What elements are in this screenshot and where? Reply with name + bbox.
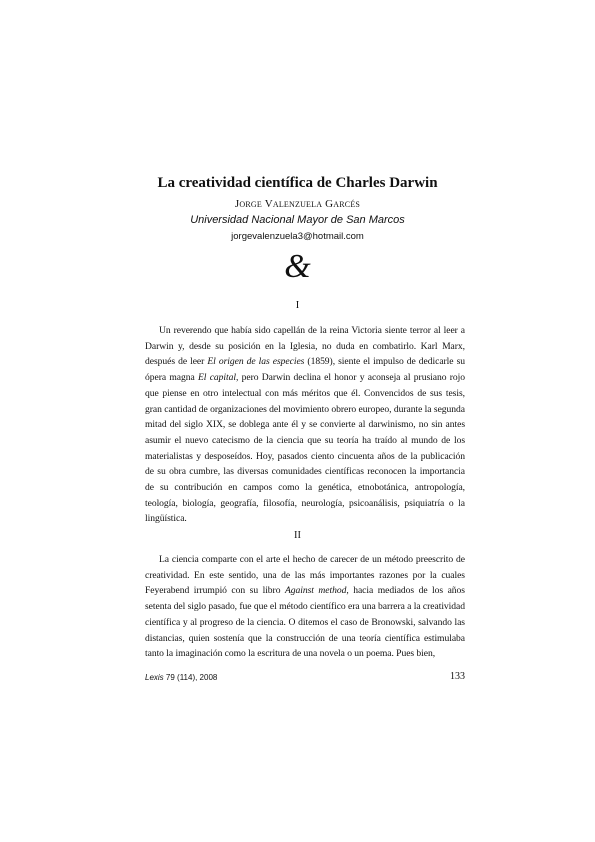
author-email: jorgevalenzuela3@hotmail.com bbox=[231, 231, 364, 242]
journal-name: Lexis bbox=[145, 673, 164, 682]
section-heading-2: II bbox=[294, 530, 301, 541]
text-run: , pero Darwin declina el honor y aconseja al prusiano rojo que piense en otro intelectual con más méritos que él. Convencidos de sus tesis, gran cantidad de organizaciones del movimiento obrero europeo, durante la segunda mitad del siglo XIX, se doblega ante él y se convierte al darwinismo, no sin antes asumir el nuevo catecismo de la ciencia que su teoría ha traído al mundo de los materialistas y desposeídos. Hoy, pasados ciento cincuenta años de la publicación de su obra cumbre, las diversas comunidades científicas reconocen la importancia de su contribución en campos como la genética, etnobotánica, antropología, teología, biología, geografía, filosofía, neurología, psicoanálisis, psiquiatría o la lingüística. bbox=[145, 372, 465, 525]
journal-issue: 79 (114), 2008 bbox=[163, 673, 218, 682]
text-run: , hacia mediados de los años setenta del siglo pasado, fue que el método científico era una barrera a la creatividad científica y al progreso de la ciencia. O ditemos el caso de Bronowski, salvando las distancias, quien sostenía que la construcción de una teoría científica estimulaba tanto la imaginación como la escritura de una novela o un poema. Pues bien, bbox=[145, 585, 465, 660]
italic-title-run: El origen de las especies bbox=[207, 356, 305, 368]
italic-title-run: El capital bbox=[197, 372, 236, 384]
text-run: (1859), siente el impulso de dedicarle su ópera magna bbox=[145, 356, 465, 384]
page-number: 133 bbox=[450, 671, 465, 682]
author-name: Jorge Valenzuela Garcés bbox=[234, 198, 361, 210]
text-run: Un reverendo que había sido capellán de la reina Victoria siente terror al leer a Darwin y, desde su posición en la Iglesia, no duda en combatirlo. Karl Marx, después de leer bbox=[145, 325, 465, 368]
author-affiliation: Universidad Nacional Mayor de San Marcos bbox=[190, 214, 405, 226]
italic-title-run: Against method bbox=[284, 585, 347, 597]
section-heading-1: I bbox=[295, 300, 300, 311]
section-1-paragraph bbox=[145, 323, 465, 527]
text-run: La ciencia comparte con el arte el hecho de carecer de un método preescrito de creatividad. En este sentido, una de las más importantes razones por la cuales Feyerabend irrumpió con su libro bbox=[145, 554, 465, 597]
journal-citation bbox=[145, 673, 217, 682]
ampersand-ornament: & bbox=[284, 248, 311, 285]
section-2-paragraph bbox=[145, 552, 465, 662]
article-title: La creatividad científica de Charles Darwin bbox=[157, 175, 438, 191]
